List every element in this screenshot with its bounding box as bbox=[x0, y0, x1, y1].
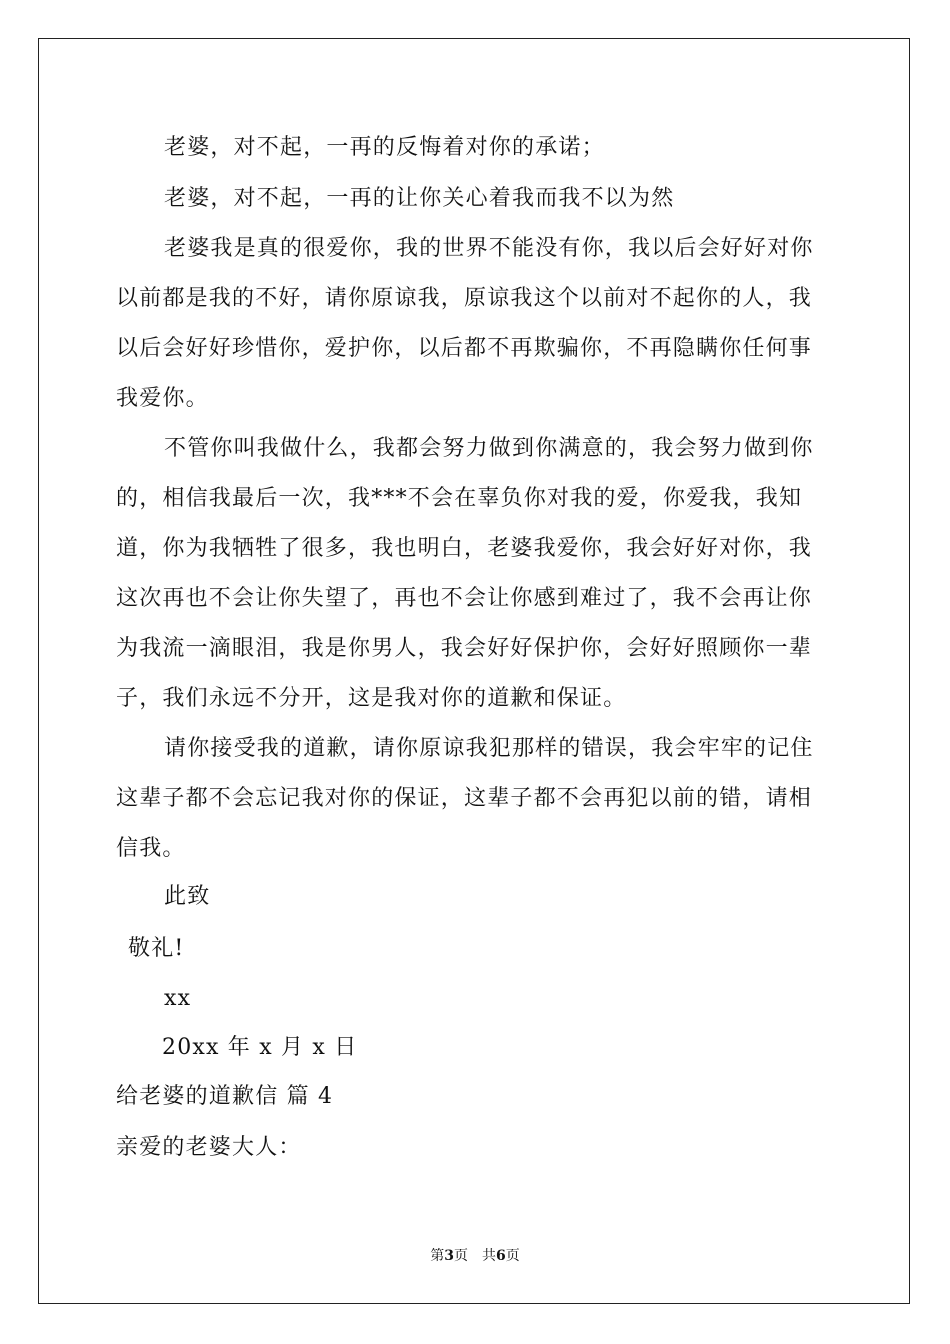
text-line: 老婆，对不起，一再的让你关心着我而我不以为然 bbox=[164, 186, 675, 211]
page-total: 6 bbox=[496, 1248, 506, 1264]
text-line: 老婆，对不起，一再的反悔着对你的承诺； bbox=[164, 135, 605, 160]
signature: xx bbox=[164, 986, 192, 1011]
section-heading: 给老婆的道歉信 篇 4 bbox=[116, 1084, 334, 1109]
greeting: 亲爱的老婆大人： bbox=[116, 1135, 302, 1160]
text-line: 以后会好好珍惜你，爱护你，以后都不再欺骗你，不再隐瞒你任何事 bbox=[116, 336, 813, 361]
text-line: 这辈子都不会忘记我对你的保证，这辈子都不会再犯以前的错，请相 bbox=[116, 786, 813, 811]
text-line: 为我流一滴眼泪，我是你男人，我会好好保护你，会好好照顾你一辈 bbox=[116, 636, 813, 661]
closing-phrase: 此致 bbox=[164, 884, 211, 909]
text-line: 信我。 bbox=[116, 836, 186, 861]
text-line: 我爱你。 bbox=[116, 386, 209, 411]
text-line: 以前都是我的不好，请你原谅我，原谅我这个以前对不起你的人，我 bbox=[116, 286, 813, 311]
text-line: 老婆我是真的很爱你，我的世界不能没有你，我以后会好好对你 bbox=[164, 236, 814, 261]
text-line: 请你接受我的道歉，请你原谅我犯那样的错误，我会牢牢的记住 bbox=[164, 736, 814, 761]
text-line: 道，你为我牺牲了很多，我也明白，老婆我爱你，我会好好对你，我 bbox=[116, 536, 813, 561]
text-line: 这次再也不会让你失望了，再也不会让你感到难过了，我不会再让你 bbox=[116, 586, 813, 611]
date: 20xx 年 x 月 x 日 bbox=[162, 1035, 358, 1060]
text-line: 子，我们永远不分开，这是我对你的道歉和保证。 bbox=[116, 686, 627, 711]
page-border bbox=[38, 38, 910, 1304]
page-suffix: 页 bbox=[505, 1248, 520, 1264]
page-footer bbox=[0, 1246, 950, 1266]
text-line: 的，相信我最后一次，我***不会在辜负你对我的爱，你爱我，我知 bbox=[116, 486, 803, 511]
page-prefix: 第 bbox=[430, 1248, 445, 1264]
page-current: 3 bbox=[444, 1248, 454, 1264]
salutation: 敬礼! bbox=[128, 936, 185, 961]
page-mid: 页 共 bbox=[454, 1248, 496, 1264]
text-line: 不管你叫我做什么，我都会努力做到你满意的，我会努力做到你 bbox=[164, 436, 814, 461]
